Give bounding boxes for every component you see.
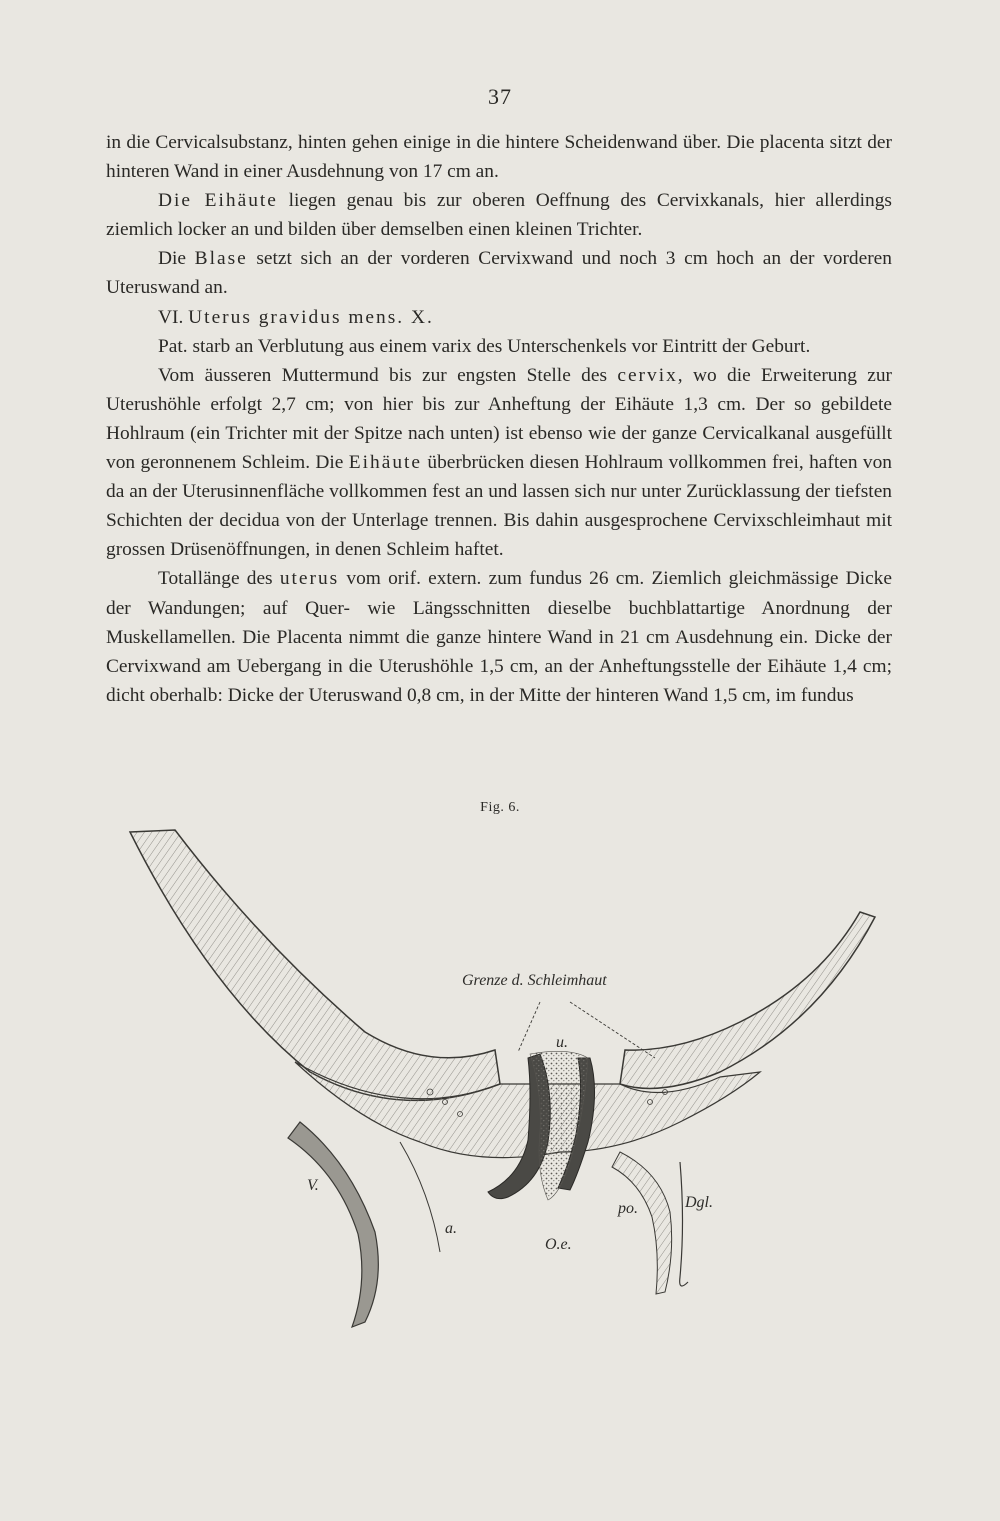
- term-eihaeute: Die Eihäute: [158, 190, 278, 212]
- paragraph-2: [106, 186, 892, 244]
- posterior-lip: [612, 1152, 672, 1294]
- term-uterus: uterus: [279, 568, 340, 590]
- figure-drawing: [100, 822, 890, 1342]
- section-number: VI.: [158, 306, 184, 328]
- paragraph-6-part-c: überbrücken diesen Hohlraum vollkommen frei, haften von da an der Uterusinnenfläche vollkommen fest an und lassen sich nur unter Zurücklassung der tiefsten Schichten der decidua von der Unterlage trennen. Bis dahin ausgesprochene Cervixschleimhaut mit grossen Drüsenöffnungen, in denen Schleim haftet.: [106, 452, 892, 561]
- paragraph-7-part-a: Totallänge des: [158, 568, 273, 590]
- right-tissue-arm: [620, 912, 875, 1088]
- paragraph-1: in die Cervicalsubstanz, hinten gehen einige in die hintere Scheidenwand über. Die placenta sitzt der hinteren Wand in einer Ausdehnung von 17 cm an.: [106, 132, 892, 183]
- label-oe: O.e.: [545, 1236, 572, 1253]
- douglas-fold: [680, 1162, 688, 1286]
- label-grenze: Grenze d. Schleimhaut: [462, 972, 607, 989]
- term-eihaeute-2: Eihäute: [348, 452, 423, 474]
- paragraph-3-text: setzt sich an der vorderen Cervixwand und noch 3 cm hoch an der vorderen Uteruswand an.: [106, 248, 892, 299]
- paragraph-7-part-b: vom orif. extern. zum fundus 26 cm. Ziemlich gleichmässige Dicke der Wandungen; auf Quer- wie Längsschnitten dieselbe buchblattartige Anordnung der Muskellamellen. Die Placenta nimmt die ganze hintere Wand in 21 cm Ausdehnung ein. Dicke der Cervixwand am Uebergang in die Uterushöhle 1,5 cm, an der Anheftungsstelle der Eihäute 1,4 cm; dicht oberhalb: Dicke der Uteruswand 0,8 cm, in der Mitte der hinteren Wand 1,5 cm, im fundus: [106, 568, 892, 706]
- paragraph-3-prefix: Die: [158, 248, 186, 270]
- label-v: V.: [307, 1177, 319, 1194]
- pointer-line-left: [518, 1002, 540, 1052]
- paragraph-6: [106, 361, 892, 565]
- paragraph-2-text: liegen genau bis zur oberen Oeffnung des Cervixkanals, hier allerdings ziemlich locker an und bilden über demselben einen kleinen Trichter.: [106, 190, 892, 241]
- label-a: a.: [445, 1220, 457, 1237]
- pointer-line-right: [570, 1002, 655, 1058]
- term-cervix: cervix: [617, 364, 678, 386]
- label-dgl: Dgl.: [685, 1194, 713, 1211]
- body-text: [106, 128, 892, 710]
- paragraph-3: [106, 244, 892, 302]
- label-u: u.: [556, 1034, 568, 1051]
- paragraph-6-part-b: , wo die Erweiterung zur Uterushöhle erfolgt 2,7 cm; von hier bis zur Anheftung der Eihäute 1,3 cm. Der so gebildete Hohlraum (ein Trichter mit der Spitze nach unten) ist ebenso wie der ganze Cervicalkanal ausgefüllt von geronnenem Schleim. Die: [106, 364, 892, 474]
- anatomical-figure: [100, 822, 890, 1342]
- paragraph-6-part-a: Vom äusseren Muttermund bis zur engsten Stelle des: [158, 364, 607, 386]
- left-tissue-arm: [130, 830, 500, 1100]
- label-po: po.: [618, 1200, 638, 1217]
- vaginal-wall: [288, 1122, 378, 1327]
- section-title: Uterus gravidus mens. X.: [188, 306, 434, 328]
- paragraph-7: [106, 564, 892, 709]
- figure-caption: Fig. 6.: [480, 800, 520, 815]
- anterior-lip: [400, 1142, 440, 1252]
- section-heading: [106, 303, 892, 332]
- term-blase: Blase: [194, 248, 248, 270]
- page-number: 37: [488, 84, 512, 109]
- paragraph-5: Pat. starb an Verblutung aus einem varix des Unterschenkels vor Eintritt der Geburt.: [158, 335, 811, 357]
